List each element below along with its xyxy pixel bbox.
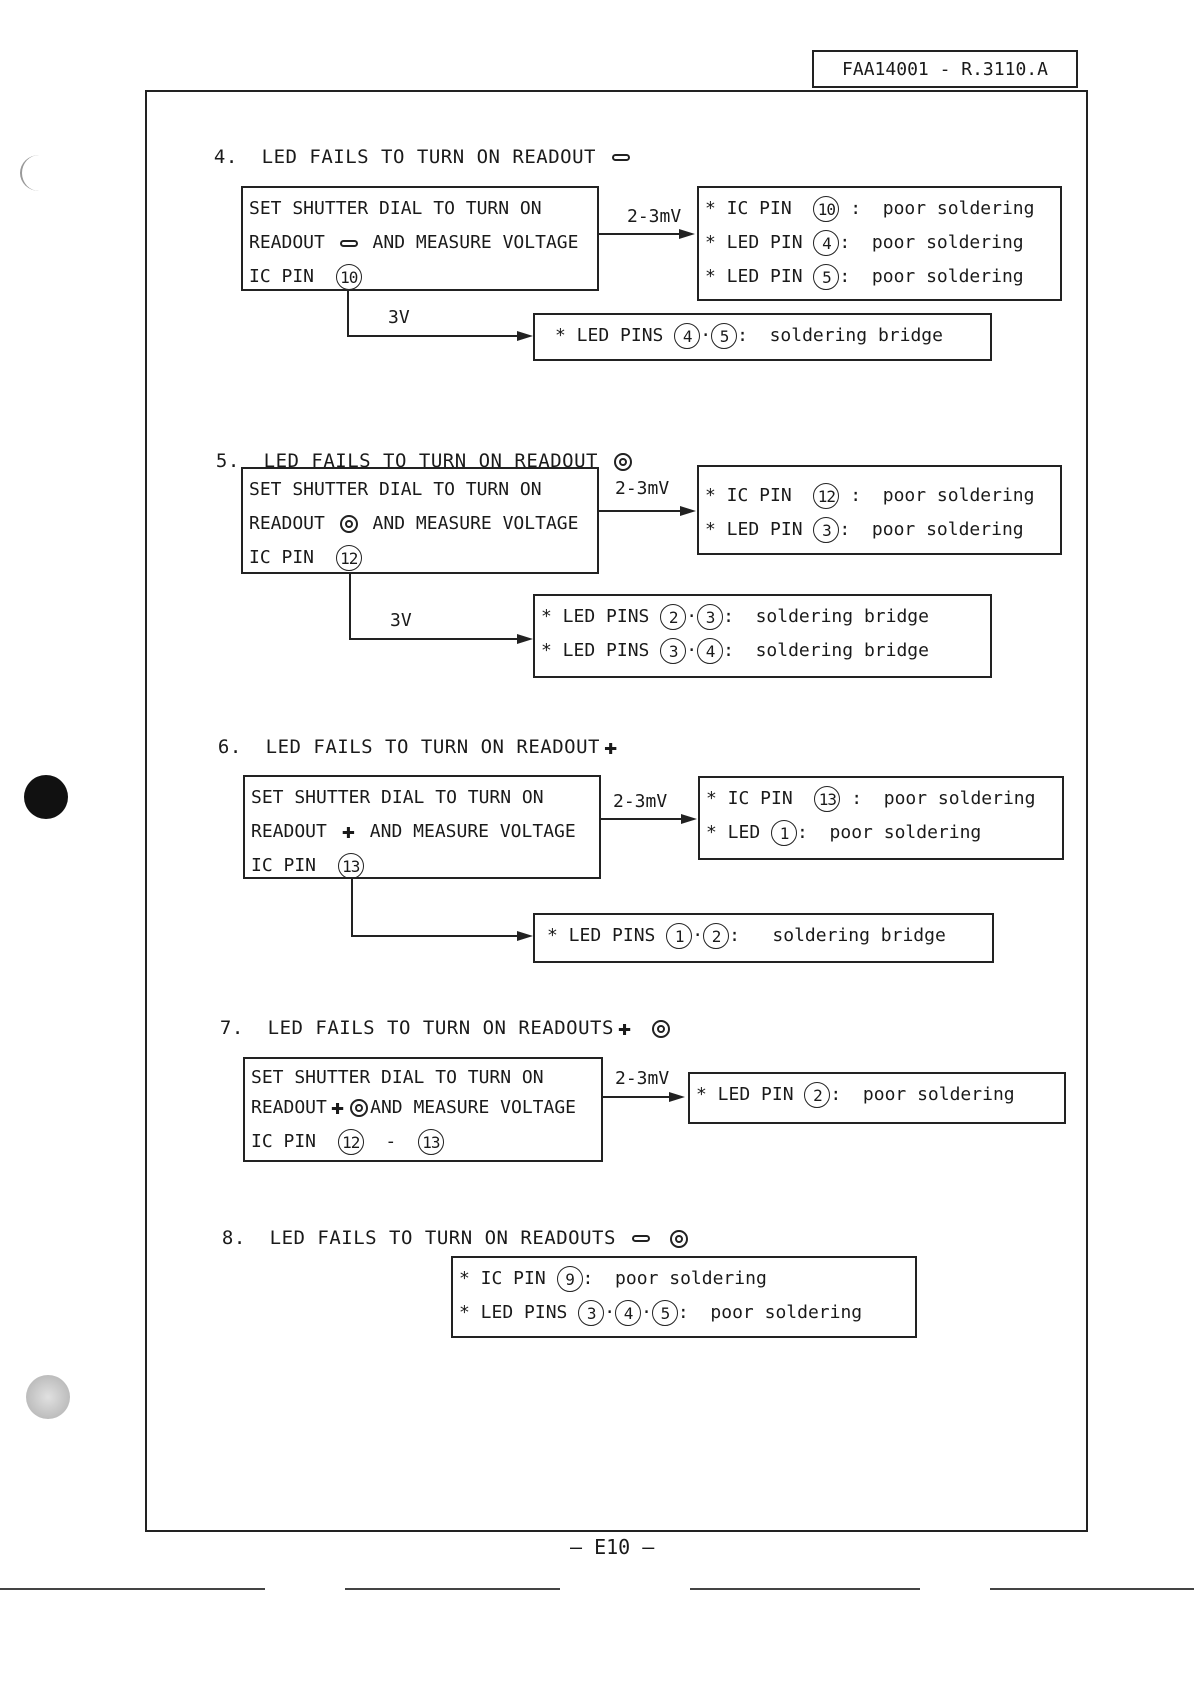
section-7-heading: 7. LED FAILS TO TURN ON READOUTS ✚: [196, 995, 674, 1039]
branch-label: 2-3mV: [613, 791, 668, 812]
connector-line: [351, 879, 353, 936]
branch-label: 2-3mV: [615, 478, 670, 499]
arrow-head: [517, 931, 533, 941]
divider: [345, 1588, 560, 1590]
page-number: — E10 —: [570, 1535, 655, 1559]
punch-hole-mark: [20, 155, 58, 191]
connector-line: [349, 574, 351, 639]
divider: [0, 1588, 265, 1590]
section-6-heading: 6. LED FAILS TO TURN ON READOUT ✚: [217, 734, 618, 760]
arrow-head: [680, 506, 696, 516]
step-box: SET SHUTTER DIAL TO TURN ON READOUT AND MEASURE VOLTAGE IC PIN 12: [241, 467, 599, 574]
plus-outline-icon: ✚: [341, 819, 355, 844]
arrow-head: [681, 814, 697, 824]
pill-segment-icon: [340, 240, 358, 247]
section-5-heading: 5. LED FAILS TO TURN ON READOUT: [192, 428, 636, 472]
alt-result-box: * LED PINS 1 · 2 : soldering bridge: [533, 913, 994, 963]
step-box: SET SHUTTER DIAL TO TURN ON READOUT ✚ AND MEASURE VOLTAGE IC PIN 13: [243, 775, 601, 879]
section-title: LED FAILS TO TURN ON READOUT: [265, 736, 600, 758]
arrow-head: [517, 634, 533, 644]
section-title: LED FAILS TO TURN ON READOUT: [261, 146, 596, 168]
step-box: SET SHUTTER DIAL TO TURN ON READOUT ✚ AND MEASURE VOLTAGE IC PIN 12 - 13: [243, 1057, 603, 1162]
result-box: * LED PIN 2 : poor soldering: [688, 1072, 1066, 1124]
branch-label: 3V: [390, 610, 412, 631]
section-8-heading: 8. LED FAILS TO TURN ON READOUTS: [198, 1205, 692, 1249]
section-4-heading: 4. LED FAILS TO TURN ON READOUT: [190, 124, 634, 168]
double-circle-icon: [614, 453, 632, 471]
double-circle-icon: [670, 1230, 688, 1248]
arrow-head: [517, 331, 533, 341]
document-id: FAA14001 - R.3110.A: [812, 50, 1078, 88]
branch-label: 3V: [388, 307, 410, 328]
connector-line: [349, 638, 517, 640]
plus-outline-icon: ✚: [603, 734, 618, 760]
connector-line: [601, 818, 681, 820]
divider: [990, 1588, 1194, 1590]
pill-segment-icon: [612, 154, 630, 161]
result-box: * IC PIN 12 : poor soldering * LED PIN 3 : poor soldering: [697, 465, 1062, 555]
branch-label: 2-3mV: [615, 1068, 670, 1089]
alt-result-box: * LED PINS 4 · 5 : soldering bridge: [533, 313, 992, 361]
punch-hole-mark: [24, 775, 68, 819]
pin-number: 12: [338, 1129, 364, 1155]
arrow-head: [669, 1092, 685, 1102]
alt-result-box: * LED PINS 2 · 3 : soldering bridge * LED PINS 3 · 4 : soldering bridge: [533, 594, 992, 678]
connector-line: [351, 935, 517, 937]
step-box: SET SHUTTER DIAL TO TURN ON READOUT AND MEASURE VOLTAGE IC PIN 10: [241, 186, 599, 291]
connector-line: [599, 510, 680, 512]
divider: [690, 1588, 920, 1590]
arrow-head: [679, 229, 695, 239]
double-circle-icon: [652, 1020, 670, 1038]
connector-line: [603, 1096, 669, 1098]
connector-line: [347, 291, 349, 336]
double-circle-icon: [340, 515, 358, 533]
connector-line: [599, 233, 679, 235]
pin-number: 12: [336, 545, 362, 571]
branch-label: 2-3mV: [627, 206, 682, 227]
plus-outline-icon: ✚: [617, 1015, 632, 1041]
result-box: * IC PIN 13 : poor soldering * LED 1 : poor soldering: [698, 776, 1064, 860]
double-circle-icon: [350, 1099, 368, 1117]
pill-segment-icon: [632, 1235, 650, 1242]
punch-hole-mark: [26, 1375, 70, 1419]
pin-number: 13: [338, 853, 364, 879]
result-box: * IC PIN 9 : poor soldering * LED PINS 3 · 4 · 5 : poor soldering: [451, 1256, 917, 1338]
pin-number: 10: [336, 264, 362, 290]
plus-outline-icon: ✚: [330, 1095, 345, 1120]
result-box: * IC PIN 10 : poor soldering * LED PIN 4 : poor soldering * LED PIN 5 : poor soldering: [697, 186, 1062, 301]
section-title: LED FAILS TO TURN ON READOUT: [263, 450, 598, 472]
section-title: LED FAILS TO TURN ON READOUTS: [267, 1017, 614, 1039]
pin-number: 13: [418, 1129, 444, 1155]
section-title: LED FAILS TO TURN ON READOUTS: [269, 1227, 616, 1249]
connector-line: [347, 335, 517, 337]
